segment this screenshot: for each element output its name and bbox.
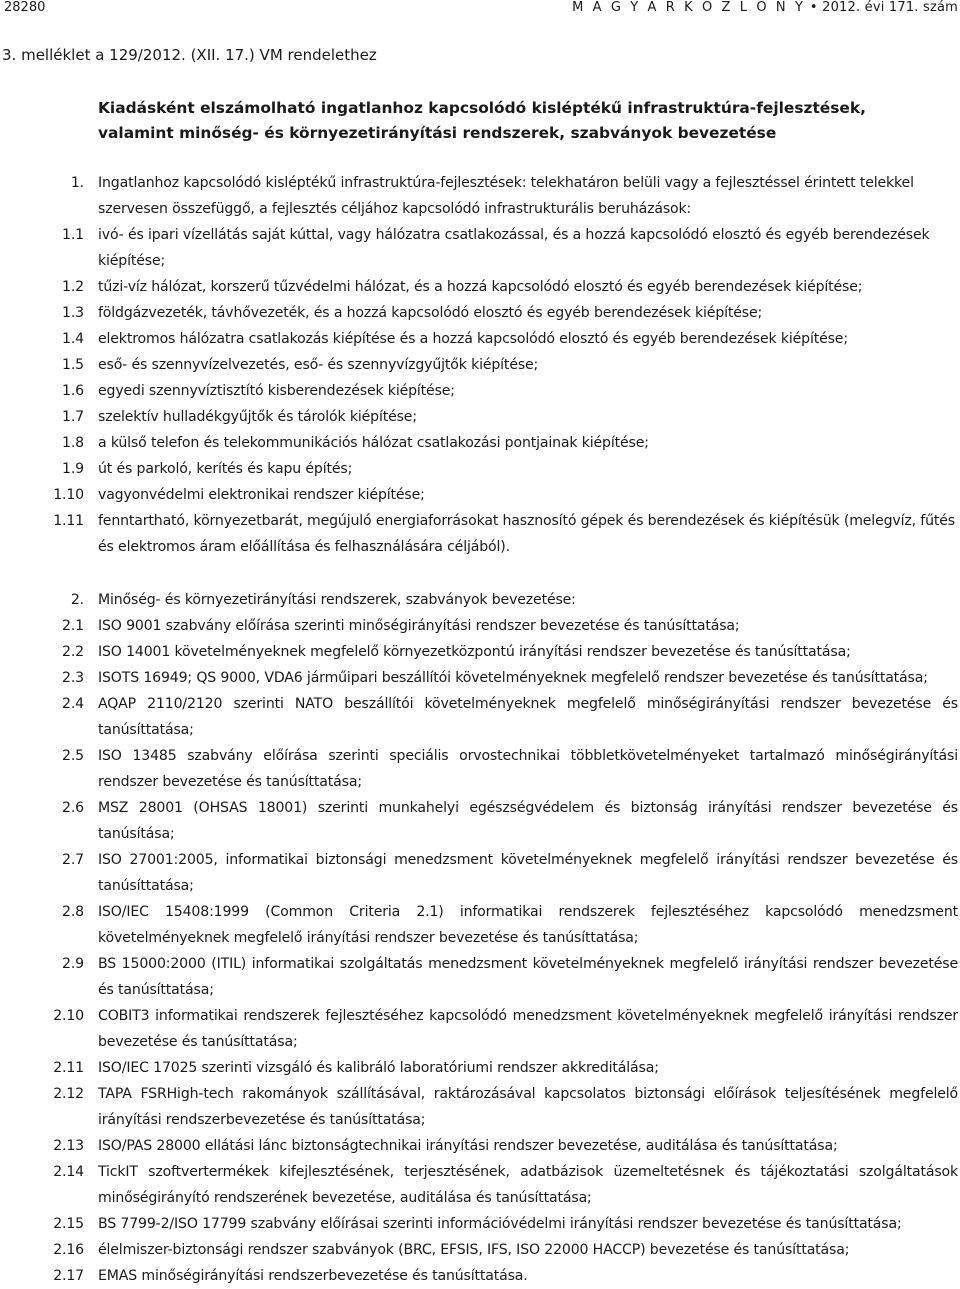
item-number: 2.4 bbox=[62, 696, 84, 712]
item-text: szelektív hulladékgyűjtők és tárolók kiépítése; bbox=[98, 409, 417, 425]
item-text: MSZ 28001 (OHSAS 18001) szerinti munkahelyi egészségvédelem és biztonság irányítási rendszer bevezetése és tanúsítása; bbox=[98, 800, 958, 842]
list-item bbox=[0, 274, 960, 300]
section-number: 1. bbox=[70, 175, 84, 191]
item-text: ISO 27001:2005, informatikai biztonsági menedzsment követelményeknek megfelelő irányítási rendszer bevezetése és tanúsíttatása; bbox=[98, 852, 958, 894]
document-title: Kiadásként elszámolható ingatlanhoz kapcsolódó kisléptékű infrastruktúra-fejlesztések, valamint minőség- és környezetirányítási rendszerek, szabványok bevezetése bbox=[98, 99, 866, 142]
item-text: BS 7799-2/ISO 17799 szabvány előírásai szerinti információvédelmi irányítási rendszer bevezetése és tanúsíttatása; bbox=[98, 1216, 902, 1232]
list-item bbox=[0, 795, 960, 847]
item-number: 2.8 bbox=[62, 904, 84, 920]
item-number: 2.14 bbox=[53, 1164, 84, 1180]
list-item bbox=[0, 691, 960, 743]
section-text: Ingatlanhoz kapcsolódó kisléptékű infrastruktúra-fejlesztések: telekhatáron belüli vagy a fejlesztéssel érintett telekkel szervesen összefüggő, a fejlesztés céljához kapcsolódó infrastrukturális beruházások: bbox=[98, 175, 914, 217]
page-number: 28280 bbox=[4, 0, 46, 15]
item-number: 1.2 bbox=[62, 279, 84, 295]
item-number: 1.4 bbox=[62, 331, 84, 347]
item-number: 2.1 bbox=[62, 618, 84, 634]
section-text: Minőség- és környezetirányítási rendszerek, szabványok bevezetése: bbox=[98, 592, 576, 608]
list-item bbox=[0, 665, 960, 691]
item-number: 2.7 bbox=[62, 852, 84, 868]
section-number: 2. bbox=[70, 592, 84, 608]
item-text: ivó- és ipari vízellátás saját kúttal, vagy hálózatra csatlakozással, és a hozzá kapcsolódó elosztó és egyéb berendezések kiépítése; bbox=[98, 227, 930, 269]
item-text: fenntartható, környezetbarát, megújuló energiaforrásokat hasznosító gépek és berendezések és kiépítésük (melegvíz, fűtés és elektromos áram előállítása és felhasználására céljából). bbox=[98, 513, 955, 555]
list-item bbox=[0, 639, 960, 665]
item-text: ISO 13485 szabvány előírása szerinti speciális orvostechnikai többletkövetelményeket tartalmazó minőségirányítási rendszer bevezetése és tanúsíttatása; bbox=[98, 748, 958, 790]
item-number: 1.8 bbox=[62, 435, 84, 451]
item-text: COBIT3 informatikai rendszerek fejlesztéséhez kapcsolódó menedzsment követelményeknek megfelelő irányítási rendszer bevezetése és tanúsíttatása; bbox=[98, 1008, 958, 1050]
item-number: 2.9 bbox=[62, 956, 84, 972]
item-text: ISO/IEC 15408:1999 (Common Criteria 2.1) informatikai rendszerek fejlesztéséhez kapcsolódó menedzsment követelményeknek megfelelő irányítási rendszer bevezetése és tanúsíttatása; bbox=[98, 904, 958, 946]
list-item bbox=[0, 1211, 960, 1237]
item-number: 1.11 bbox=[53, 513, 84, 529]
list-item bbox=[0, 326, 960, 352]
item-text: egyedi szennyvíztisztító kisberendezések kiépítése; bbox=[98, 383, 455, 399]
item-number: 2.15 bbox=[53, 1216, 84, 1232]
item-text: út és parkoló, kerítés és kapu építés; bbox=[98, 461, 353, 477]
publication-info bbox=[572, 0, 958, 15]
list-item bbox=[0, 743, 960, 795]
list-item bbox=[0, 1263, 960, 1289]
item-number: 2.13 bbox=[53, 1138, 84, 1154]
item-text: TAPA FSRHigh-tech rakományok szállításával, raktározásával kapcsolatos biztonsági előírások teljesítésének megfelelő irányítási rendszerbevezetése és tanúsíttatása; bbox=[98, 1086, 958, 1128]
list-item bbox=[0, 1055, 960, 1081]
bullet-separator: • bbox=[809, 0, 818, 15]
list-item bbox=[0, 1081, 960, 1133]
item-number: 2.3 bbox=[62, 670, 84, 686]
list-item bbox=[0, 430, 960, 456]
list-item bbox=[0, 300, 960, 326]
item-text: élelmiszer-biztonsági rendszer szabványok (BRC, EFSIS, IFS, ISO 22000 HACCP) bevezetése és tanúsíttatása; bbox=[98, 1242, 850, 1258]
list-item bbox=[0, 1237, 960, 1263]
item-text: földgázvezeték, távhővezeték, és a hozzá kapcsolódó elosztó és egyéb berendezések kiépítése; bbox=[98, 305, 763, 321]
list-item bbox=[0, 847, 960, 899]
item-text: TickIT szoftvertermékek kifejlesztésének, terjesztésének, adatbázisok üzemeltetésnek és tájékoztatási szolgáltatások minőségirányító rendszerének bevezetése, auditálása és tanúsíttatása; bbox=[98, 1164, 958, 1206]
item-text: ISO 9001 szabvány előírása szerinti minőségirányítási rendszer bevezetése és tanúsíttatása; bbox=[98, 618, 740, 634]
item-text: tűzi-víz hálózat, korszerű tűzvédelmi hálózat, és a hozzá kapcsolódó elosztó és egyéb berendezések kiépítése; bbox=[98, 279, 863, 295]
item-text: vagyonvédelmi elektronikai rendszer kiépítése; bbox=[98, 487, 425, 503]
item-text: ISO/PAS 28000 ellátási lánc biztonságtechnikai irányítási rendszer bevezetése, auditálása és tanúsíttatása; bbox=[98, 1138, 838, 1154]
item-number: 2.17 bbox=[53, 1268, 84, 1284]
list-item bbox=[0, 613, 960, 639]
item-number: 1.5 bbox=[62, 357, 84, 373]
list-item bbox=[0, 1133, 960, 1159]
section-heading bbox=[0, 587, 960, 613]
list-item bbox=[0, 378, 960, 404]
page-header bbox=[0, 0, 960, 18]
list-item bbox=[0, 222, 960, 274]
publication-name: M A G Y A R K Ö Z L Ö N Y bbox=[572, 0, 806, 15]
item-text: ISO/IEC 17025 szerinti vizsgáló és kalibráló laboratóriumi rendszer akkreditálása; bbox=[98, 1060, 659, 1076]
item-number: 1.6 bbox=[62, 383, 84, 399]
section-list bbox=[0, 170, 960, 1289]
item-number: 2.11 bbox=[53, 1060, 84, 1076]
annex-reference: 3. melléklet a 129/2012. (XII. 17.) VM rendelethez bbox=[2, 46, 377, 64]
list-item bbox=[0, 899, 960, 951]
item-number: 1.3 bbox=[62, 305, 84, 321]
item-number: 2.10 bbox=[53, 1008, 84, 1024]
section-heading bbox=[0, 170, 960, 222]
list-item bbox=[0, 951, 960, 1003]
list-item bbox=[0, 482, 960, 508]
list-item bbox=[0, 352, 960, 378]
item-number: 2.5 bbox=[62, 748, 84, 764]
item-number: 1.10 bbox=[53, 487, 84, 503]
list-item bbox=[0, 456, 960, 482]
item-number: 1.1 bbox=[62, 227, 84, 243]
item-number: 2.6 bbox=[62, 800, 84, 816]
item-text: elektromos hálózatra csatlakozás kiépítése és a hozzá kapcsolódó elosztó és egyéb berendezések kiépítése; bbox=[98, 331, 848, 347]
item-text: AQAP 2110/2120 szerinti NATO beszállítói követelményeknek megfelelő minőségirányítási rendszer bevezetése és tanúsíttatása; bbox=[98, 696, 958, 738]
item-text: EMAS minőségirányítási rendszerbevezetése és tanúsíttatása. bbox=[98, 1268, 528, 1284]
list-item bbox=[0, 1159, 960, 1211]
item-number: 2.12 bbox=[53, 1086, 84, 1102]
item-number: 2.16 bbox=[53, 1242, 84, 1258]
list-item bbox=[0, 1003, 960, 1055]
item-text: ISOTS 16949; QS 9000, VDA6 járműipari beszállítói követelményeknek megfelelő rendszer bevezetése és tanúsíttatása; bbox=[98, 670, 928, 686]
item-number: 1.9 bbox=[62, 461, 84, 477]
item-text: ISO 14001 követelményeknek megfelelő környezetközpontú irányítási rendszer bevezetése és tanúsíttatása; bbox=[98, 644, 851, 660]
item-text: BS 15000:2000 (ITIL) informatikai szolgáltatás menedzsment követelményeknek megfelelő irányítási rendszer bevezetése és tanúsíttatása; bbox=[98, 956, 958, 998]
list-item bbox=[0, 508, 960, 560]
item-text: eső- és szennyvízelvezetés, eső- és szennyvízgyűjtők kiépítése; bbox=[98, 357, 539, 373]
issue-label: 2012. évi 171. szám bbox=[822, 0, 958, 15]
item-number: 1.7 bbox=[62, 409, 84, 425]
item-text: a külső telefon és telekommunikációs hálózat csatlakozási pontjainak kiépítése; bbox=[98, 435, 649, 451]
item-number: 2.2 bbox=[62, 644, 84, 660]
list-item bbox=[0, 404, 960, 430]
